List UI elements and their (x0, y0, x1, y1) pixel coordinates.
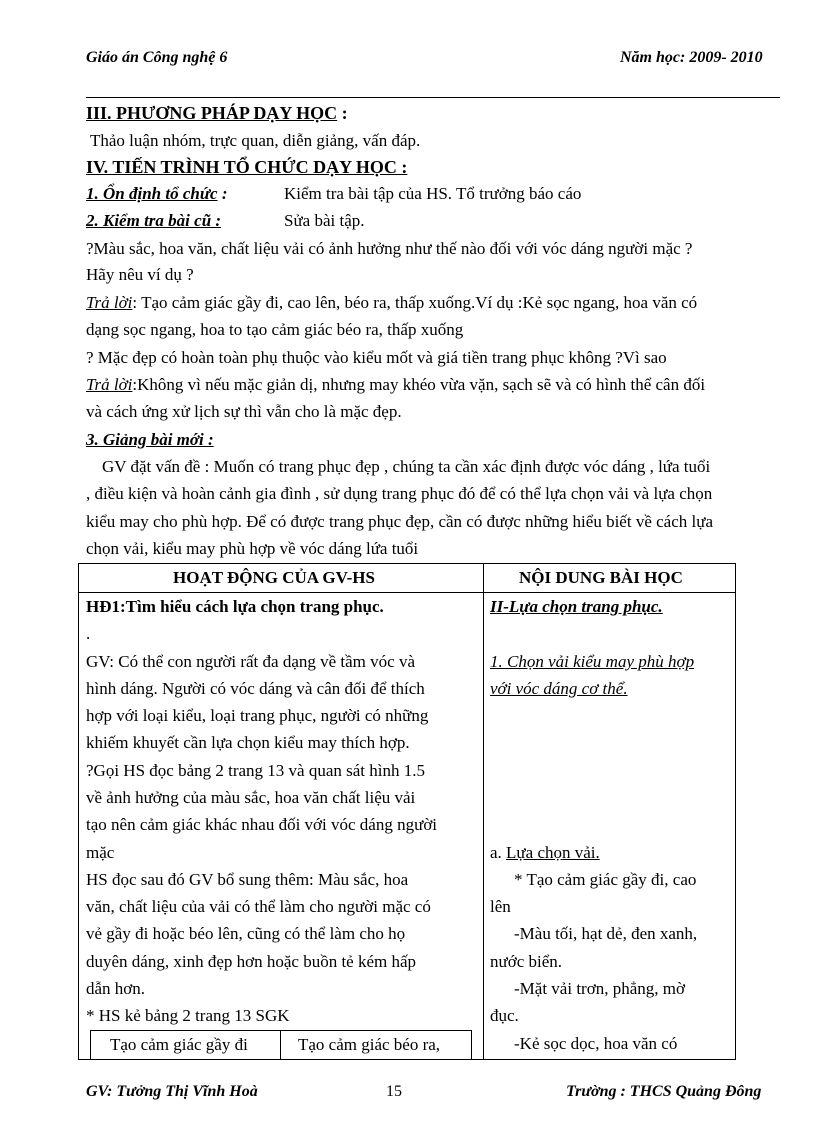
content-line-6: đục. (490, 1006, 519, 1025)
activity-line-8: mặc (86, 843, 115, 862)
page-number: 15 (386, 1083, 402, 1100)
answer-2-text: :Không vì nếu mặc giản dị, nhưng may khéo vừa vặn, sạch sẽ và có hình thể cân đối (132, 375, 706, 394)
activity-line-11: vẻ gầy đi hoặc béo lên, cũng có thể làm cho họ (86, 924, 406, 943)
content-a (490, 843, 600, 863)
item-2-text: Sửa bài tập. (284, 211, 365, 230)
intro-line-4: chọn vải, kiểu may phù hợp về vóc dáng lứa tuổi (86, 539, 419, 558)
intro-line-3: kiểu may cho phù hợp. Để có được trang phục đẹp, cần có được những hiểu biết về cách lựa (86, 512, 713, 531)
section-4-heading: IV. TIẾN TRÌNH TỔ CHỨC DẠY HỌC : (86, 157, 408, 177)
footer-school: Trường : THCS Quảng Đông (566, 1083, 762, 1100)
activity-1-title: HĐ1:Tìm hiểu cách lựa chọn trang phục. (86, 597, 384, 616)
section-3-title: III. PHƯƠNG PHÁP DẠY HỌC (86, 103, 338, 123)
item-1-colon: : (217, 184, 228, 203)
question-1-line-2: Hãy nêu ví dụ ? (86, 265, 194, 284)
table-header-content: NỘI DUNG BÀI HỌC (519, 568, 683, 587)
activity-line-1: GV: Có thể con người rất đa dạng về tầm vóc và (86, 652, 415, 671)
header-right: Năm học: 2009- 2010 (620, 49, 763, 66)
activity-dot: . (86, 624, 91, 643)
question-2: ? Mặc đẹp có hoàn toàn phụ thuộc vào kiểu mốt và giá tiền trang phục không ?Vì sao (86, 348, 667, 367)
answer-1-line-2: dạng sọc ngang, hoa to tạo cảm giác béo ra, thấp xuống (86, 320, 464, 339)
content-line-7: -Kẻ sọc dọc, hoa văn có (514, 1034, 678, 1053)
activity-line-7: tạo nên cảm giác khác nhau đối với vóc dáng người (86, 815, 438, 834)
footer-teacher: GV: Tưởng Thị Vĩnh Hoà (86, 1083, 258, 1100)
activity-line-4: khiếm khuyết cần lựa chọn kiểu may thích hợp. (86, 733, 410, 752)
question-1-line-1: ?Màu sắc, hoa văn, chất liệu vải có ảnh hưởng như thế nào đối với vóc dáng người mặc ? (86, 239, 693, 258)
item-1-heading (86, 184, 228, 204)
table-header-divider (78, 592, 736, 593)
content-line-1: * Tạo cảm giác gầy đi, cao (514, 870, 697, 889)
answer-1-line-1 (86, 293, 697, 313)
intro-line-1: GV đặt vấn đề : Muốn có trang phục đẹp , chúng ta cần xác định được vóc dáng , lứa tuổi (102, 457, 711, 476)
answer-2-line-2: và cách ứng xử lịch sự thì vẫn cho là mặc đẹp. (86, 402, 402, 421)
content-line-3: -Màu tối, hạt dẻ, đen xanh, (514, 924, 698, 943)
item-3-label: 3. Giảng bài mới : (86, 430, 214, 449)
activity-line-12: duyên dáng, xinh đẹp hơn hoặc buồn tẻ kém hấp (86, 952, 417, 971)
item-1-label: 1. Ổn định tổ chức (86, 184, 218, 203)
activity-line-6: về ảnh hưởng của màu sắc, hoa văn chất liệu vải (86, 788, 416, 807)
activity-line-10: văn, chất liệu của vải có thể làm cho người mặc có (86, 897, 431, 916)
content-a-prefix: a. (490, 843, 507, 862)
content-line-2: lên (490, 897, 511, 916)
intro-line-2: , điều kiện và hoàn cảnh gia đình , sử dụng trang phục đó để có thể lựa chọn vải và lựa chọn (86, 484, 713, 503)
table-header-activities: HOẠT ĐỘNG CỦA GV-HS (173, 568, 375, 587)
activity-line-2: hình dáng. Người có vóc dáng và cân đối để thích (86, 679, 425, 698)
content-heading: II-Lựa chọn trang phục. (490, 597, 663, 616)
answer-2-line-1 (86, 375, 705, 395)
content-sub-1-line-2: với vóc dáng cơ thể. (490, 679, 628, 698)
activity-line-9: HS đọc sau đó GV bổ sung thêm: Màu sắc, hoa (86, 870, 409, 889)
activity-line-3: hợp với loại kiểu, loại trang phục, người có những (86, 706, 429, 725)
inner-table-col-1: Tạo cảm giác gầy đi (110, 1035, 248, 1054)
content-sub-1-line-1: 1. Chọn vải kiểu may phù hợp (490, 652, 695, 671)
section-3-colon: : (337, 103, 348, 123)
section-3-body: Thảo luận nhóm, trực quan, diễn giảng, vấn đáp. (90, 131, 421, 150)
content-line-4: nước biển. (490, 952, 563, 971)
section-3-heading (86, 103, 348, 124)
content-line-5: -Mặt vải trơn, phẳng, mờ (514, 979, 685, 998)
activity-line-5: ?Gọi HS đọc bảng 2 trang 13 và quan sát hình 1.5 (86, 761, 425, 780)
header-divider (86, 97, 780, 98)
inner-table-divider (280, 1030, 281, 1060)
content-a-label: Lựa chọn vải. (506, 843, 600, 862)
answer-1-text: : Tạo cảm giác gầy đi, cao lên, béo ra, thấp xuống.Ví dụ :Kẻ sọc ngang, hoa văn có (132, 293, 698, 312)
activity-line-14: * HS kẻ bảng 2 trang 13 SGK (86, 1006, 290, 1025)
header-left: Giáo án Công nghệ 6 (86, 49, 228, 66)
item-2-label: 2. Kiểm tra bài cũ : (86, 211, 222, 230)
activity-line-13: dẫn hơn. (86, 979, 146, 998)
inner-table-col-2: Tạo cảm giác béo ra, (298, 1035, 441, 1054)
item-1-text: Kiểm tra bài tập của HS. Tổ trưởng báo cáo (284, 184, 582, 203)
answer-1-label: Trả lời (86, 293, 133, 312)
answer-2-label: Trả lời (86, 375, 133, 394)
table-column-divider (483, 563, 484, 1060)
